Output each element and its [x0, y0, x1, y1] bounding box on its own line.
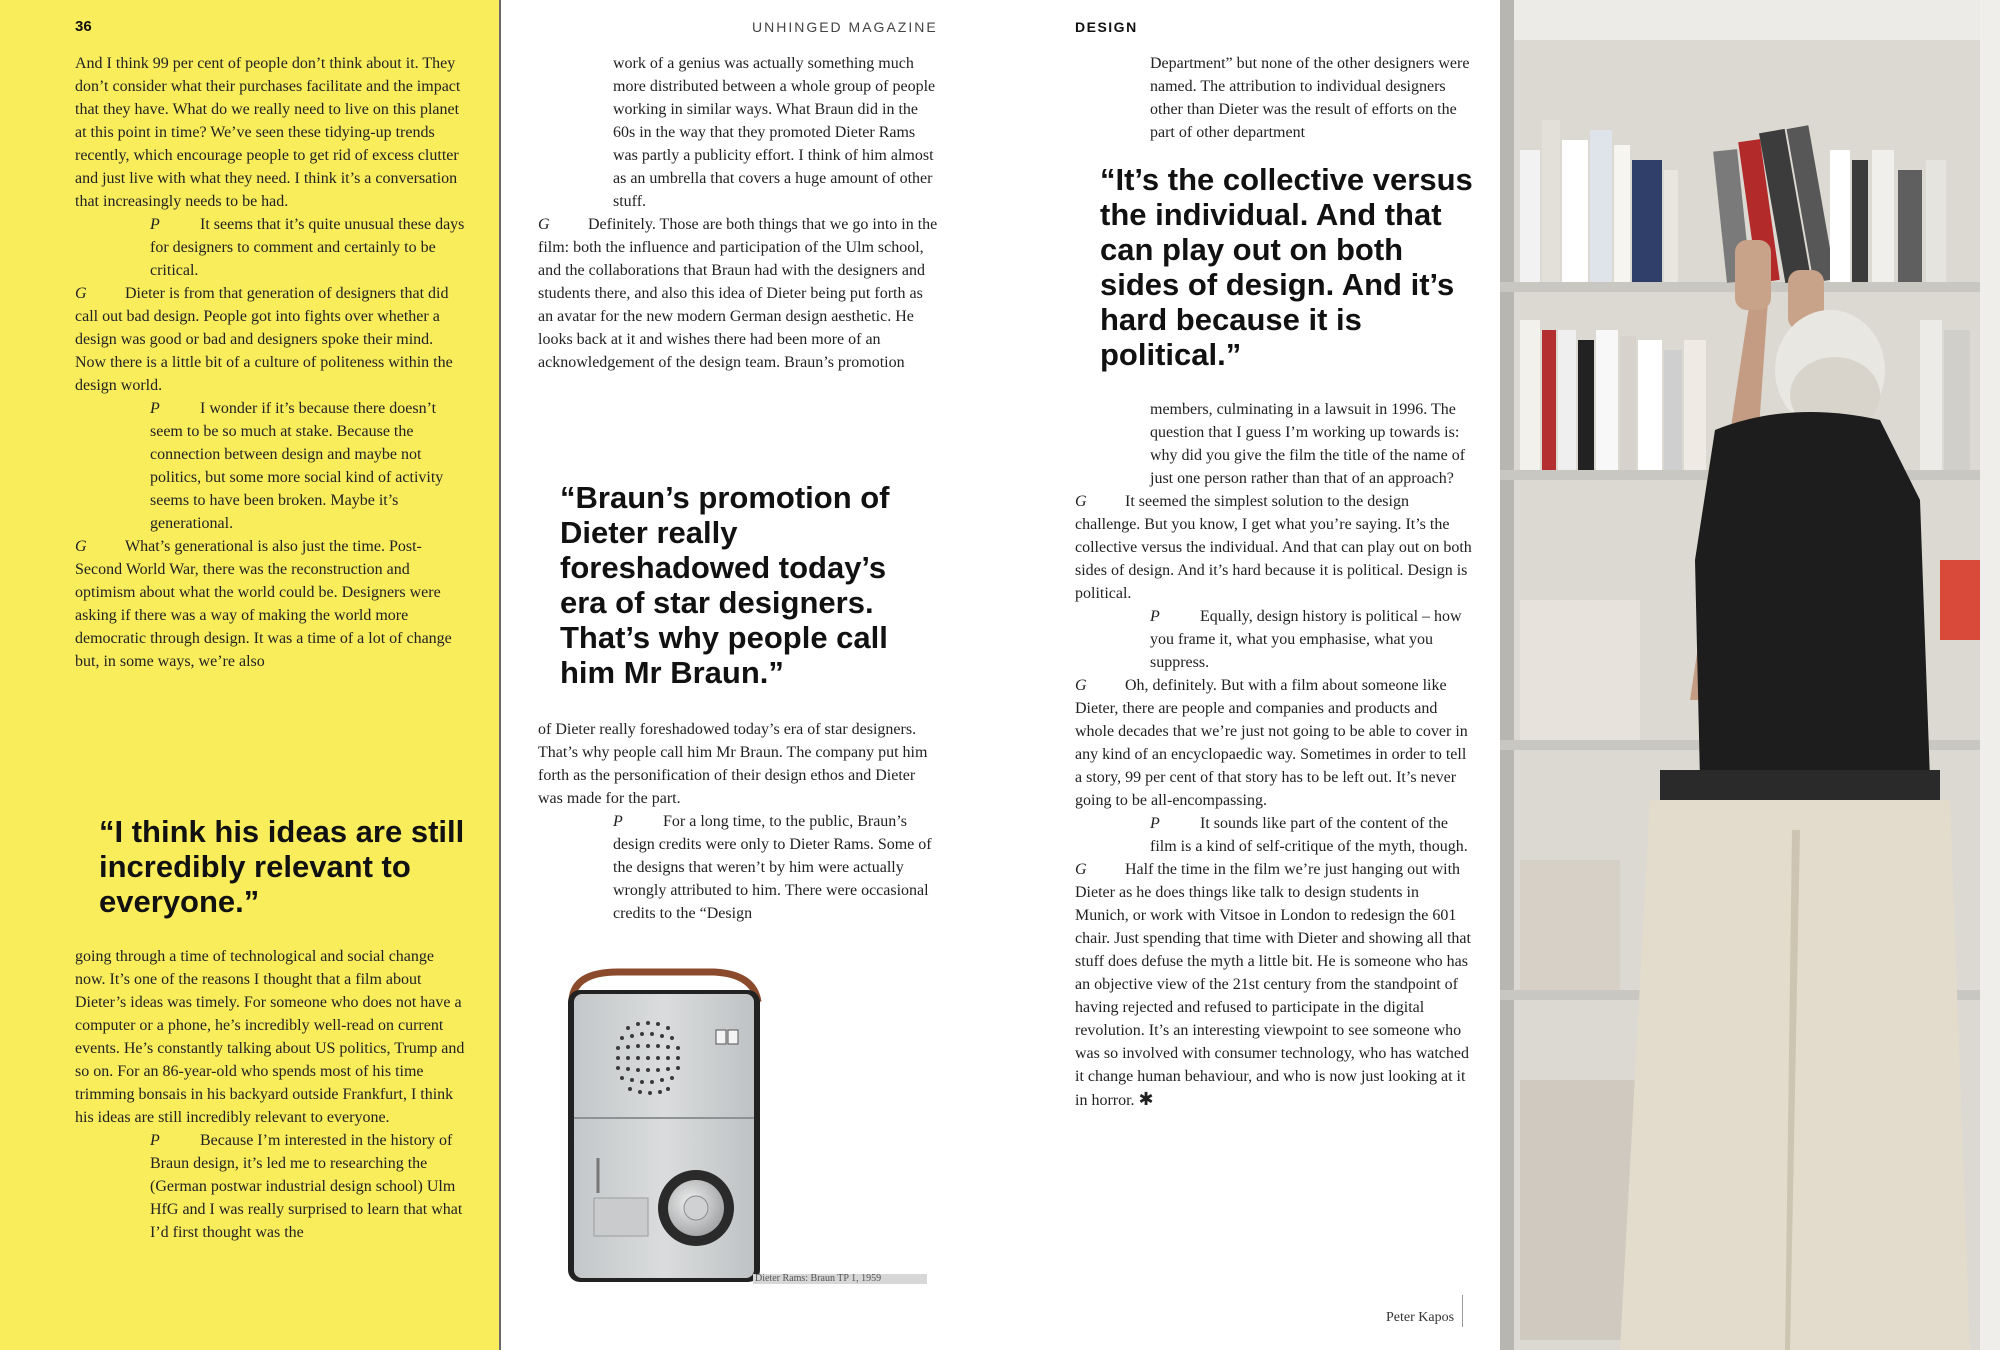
paragraph: And I think 99 per cent of people don’t think about it. They don’t consider what their purchases facilitate and the impact that they have. What do we really need to live on this planet at this point in time? We’ve seen these tidying-up trends recently, which encourage people to get rid of excess clutter and just live with what they need. I think it’s a conversation that increasingly needs to be had. [75, 55, 461, 210]
paragraph: G Dieter is from that generation of designers that did call out bad design. People got into fights over whether a design was good or bad and designers spoke their mind. Now there is a little bit of a culture of politeness within the design world. [75, 285, 453, 394]
running-title: UNHINGED MAGAZINE [752, 19, 938, 35]
tuning-window [594, 1198, 648, 1236]
paragraph: Department” but none of the other designers were named. The attribution to individual designers other than Dieter was the result of efforts on the part of other department [1150, 55, 1470, 141]
paragraph: G What’s generational is also just the time. Post-Second World War, there was the reconstruction and optimism about what the world could be. Designers were asking if there was a way of making the world more democratic through design. It was a time of a lot of change but, in some ways, we’re also [75, 538, 452, 670]
paragraph: of Dieter really foreshadowed today’s era of star designers. That’s why people call him Mr Braun. The company put him forth as the personification of their design ethos and Dieter was made for the part. [538, 721, 928, 807]
paragraph: G It seemed the simplest solution to the design challenge. But you know, I get what you’re saying. It’s the collective versus the individual. And that can play out on both sides of design. And it’s hard because it is political. Design is political. [1075, 493, 1472, 602]
paragraph: P For a long time, to the public, Braun’s design credits were only to Dieter Rams. Some of the designs that weren’t by him were actually wrongly attributed to him. There were occasional credits to the “Design [613, 813, 932, 922]
column-3-top [1075, 52, 1475, 144]
paragraph: going through a time of technological and social change now. It’s one of the reasons I thought that a film about Dieter’s ideas was timely. For someone who does not have a computer or a phone, he’s incredibly well-read on current events. He’s constantly talking about US politics, Trump and so on. For an 86-year-old who spends most of his time trimming bonsais in his backyard outside Frankfurt, I think his ideas are still incredibly relevant to everyone. [75, 948, 465, 1126]
signoff-rule [1462, 1295, 1463, 1327]
paragraph: G Oh, definitely. But with a film about someone like Dieter, there are people and companies and products and whole decades that we’re just not going to be able to cover in any kind of an encyclopaedic way. Sometimes in order to tell a story, 99 per cent of that story has to be left out. It’s never going to be all-encompassing. [1075, 677, 1468, 809]
paragraph: P Because I’m interested in the history of Braun design, it’s led me to researching the (German postwar industrial design school) Ulm HfG and I was really surprised to learn that what I’d first thought was the [150, 1132, 463, 1241]
braun-tp1-image [558, 968, 768, 1288]
image-caption: Dieter Rams: Braun TP 1, 1959 [753, 1274, 927, 1284]
paragraph: G Half the time in the film we’re just hanging out with Dieter as he does things like talk to design students in Munich, or work with Vitsoe in London to redesign the 601 chair. Just spending that time with Dieter and showing all that stuff does defuse the myth a little bit. He is someone who has an objective view of the 21st century from the standpoint of having rejected and refused to participate in the digital revolution. It’s an interesting viewpoint to see someone who was so involved with consumer technology, who has watched it change human behaviour, and who is now just looking at it in horror. ✱ [1075, 861, 1471, 1109]
pull-quote-2: “Braun’s promotion of Dieter really foreshadowed today’s era of star designers. That’s why people call him Mr Braun.” [560, 480, 890, 690]
gutter-divider [499, 0, 501, 1350]
switch-button [728, 1030, 738, 1044]
page-number-left: 36 [75, 18, 92, 35]
column-2-bottom [538, 718, 938, 925]
section-label: DESIGN [1075, 19, 1138, 35]
pull-quote-1: “I think his ideas are still incredibly relevant to everyone.” [99, 814, 465, 919]
paragraph: members, culminating in a lawsuit in 1996. The question that I guess I’m working up towards is: why did you give the film the title of the name of just one person rather than that of an approach? [1150, 401, 1466, 487]
photo-illustration [1500, 0, 2000, 1350]
paragraph: G Definitely. Those are both things that we go into in the film: both the influence and participation of the Ulm school, and the collaborations that Braun had with the designers and students there, and also this idea of Dieter being put forth as an avatar for the new modern German design aesthetic. He looks back at it and wishes there had been more of an acknowledgement of the design team. Braun’s promotion [538, 216, 938, 371]
paragraph: P Equally, design history is political – how you frame it, what you emphasise, what you suppress. [1150, 608, 1462, 671]
paragraph: P I wonder if it’s because there doesn’t seem to be so much at stake. Because the connection between design and maybe not politics, but some more social kind of activity seems to have been broken. Maybe it’s generational. [150, 400, 444, 532]
end-mark-icon: ✱ [1138, 1089, 1154, 1109]
paragraph: P It seems that it’s quite unusual these days for designers to comment and certainly to be critical. [150, 216, 465, 279]
knob-center [684, 1196, 708, 1220]
photo-dieter-at-bookshelf [1500, 0, 2000, 1350]
paragraph: work of a genius was actually something much more distributed between a whole group of people working in similar ways. What Braun did in the 60s in the way that they promoted Dieter Rams was partly a publicity effort. I think of him almost as an umbrella that covers a huge amount of other stuff. [613, 55, 936, 210]
paragraph: P It sounds like part of the content of the film is a kind of self-critique of the myth, though. [1150, 815, 1468, 855]
author-signoff: Peter Kapos [1386, 1310, 1455, 1325]
pull-quote-3: “It’s the collective versus the individual. And that can play out on both sides of design. And it’s hard because it is political.” [1100, 162, 1473, 372]
column-3-bottom [1075, 398, 1475, 1112]
column-1-bottom [75, 945, 465, 1244]
column-1-top [75, 52, 465, 673]
column-2-top [538, 52, 938, 374]
switch-button [716, 1030, 726, 1044]
